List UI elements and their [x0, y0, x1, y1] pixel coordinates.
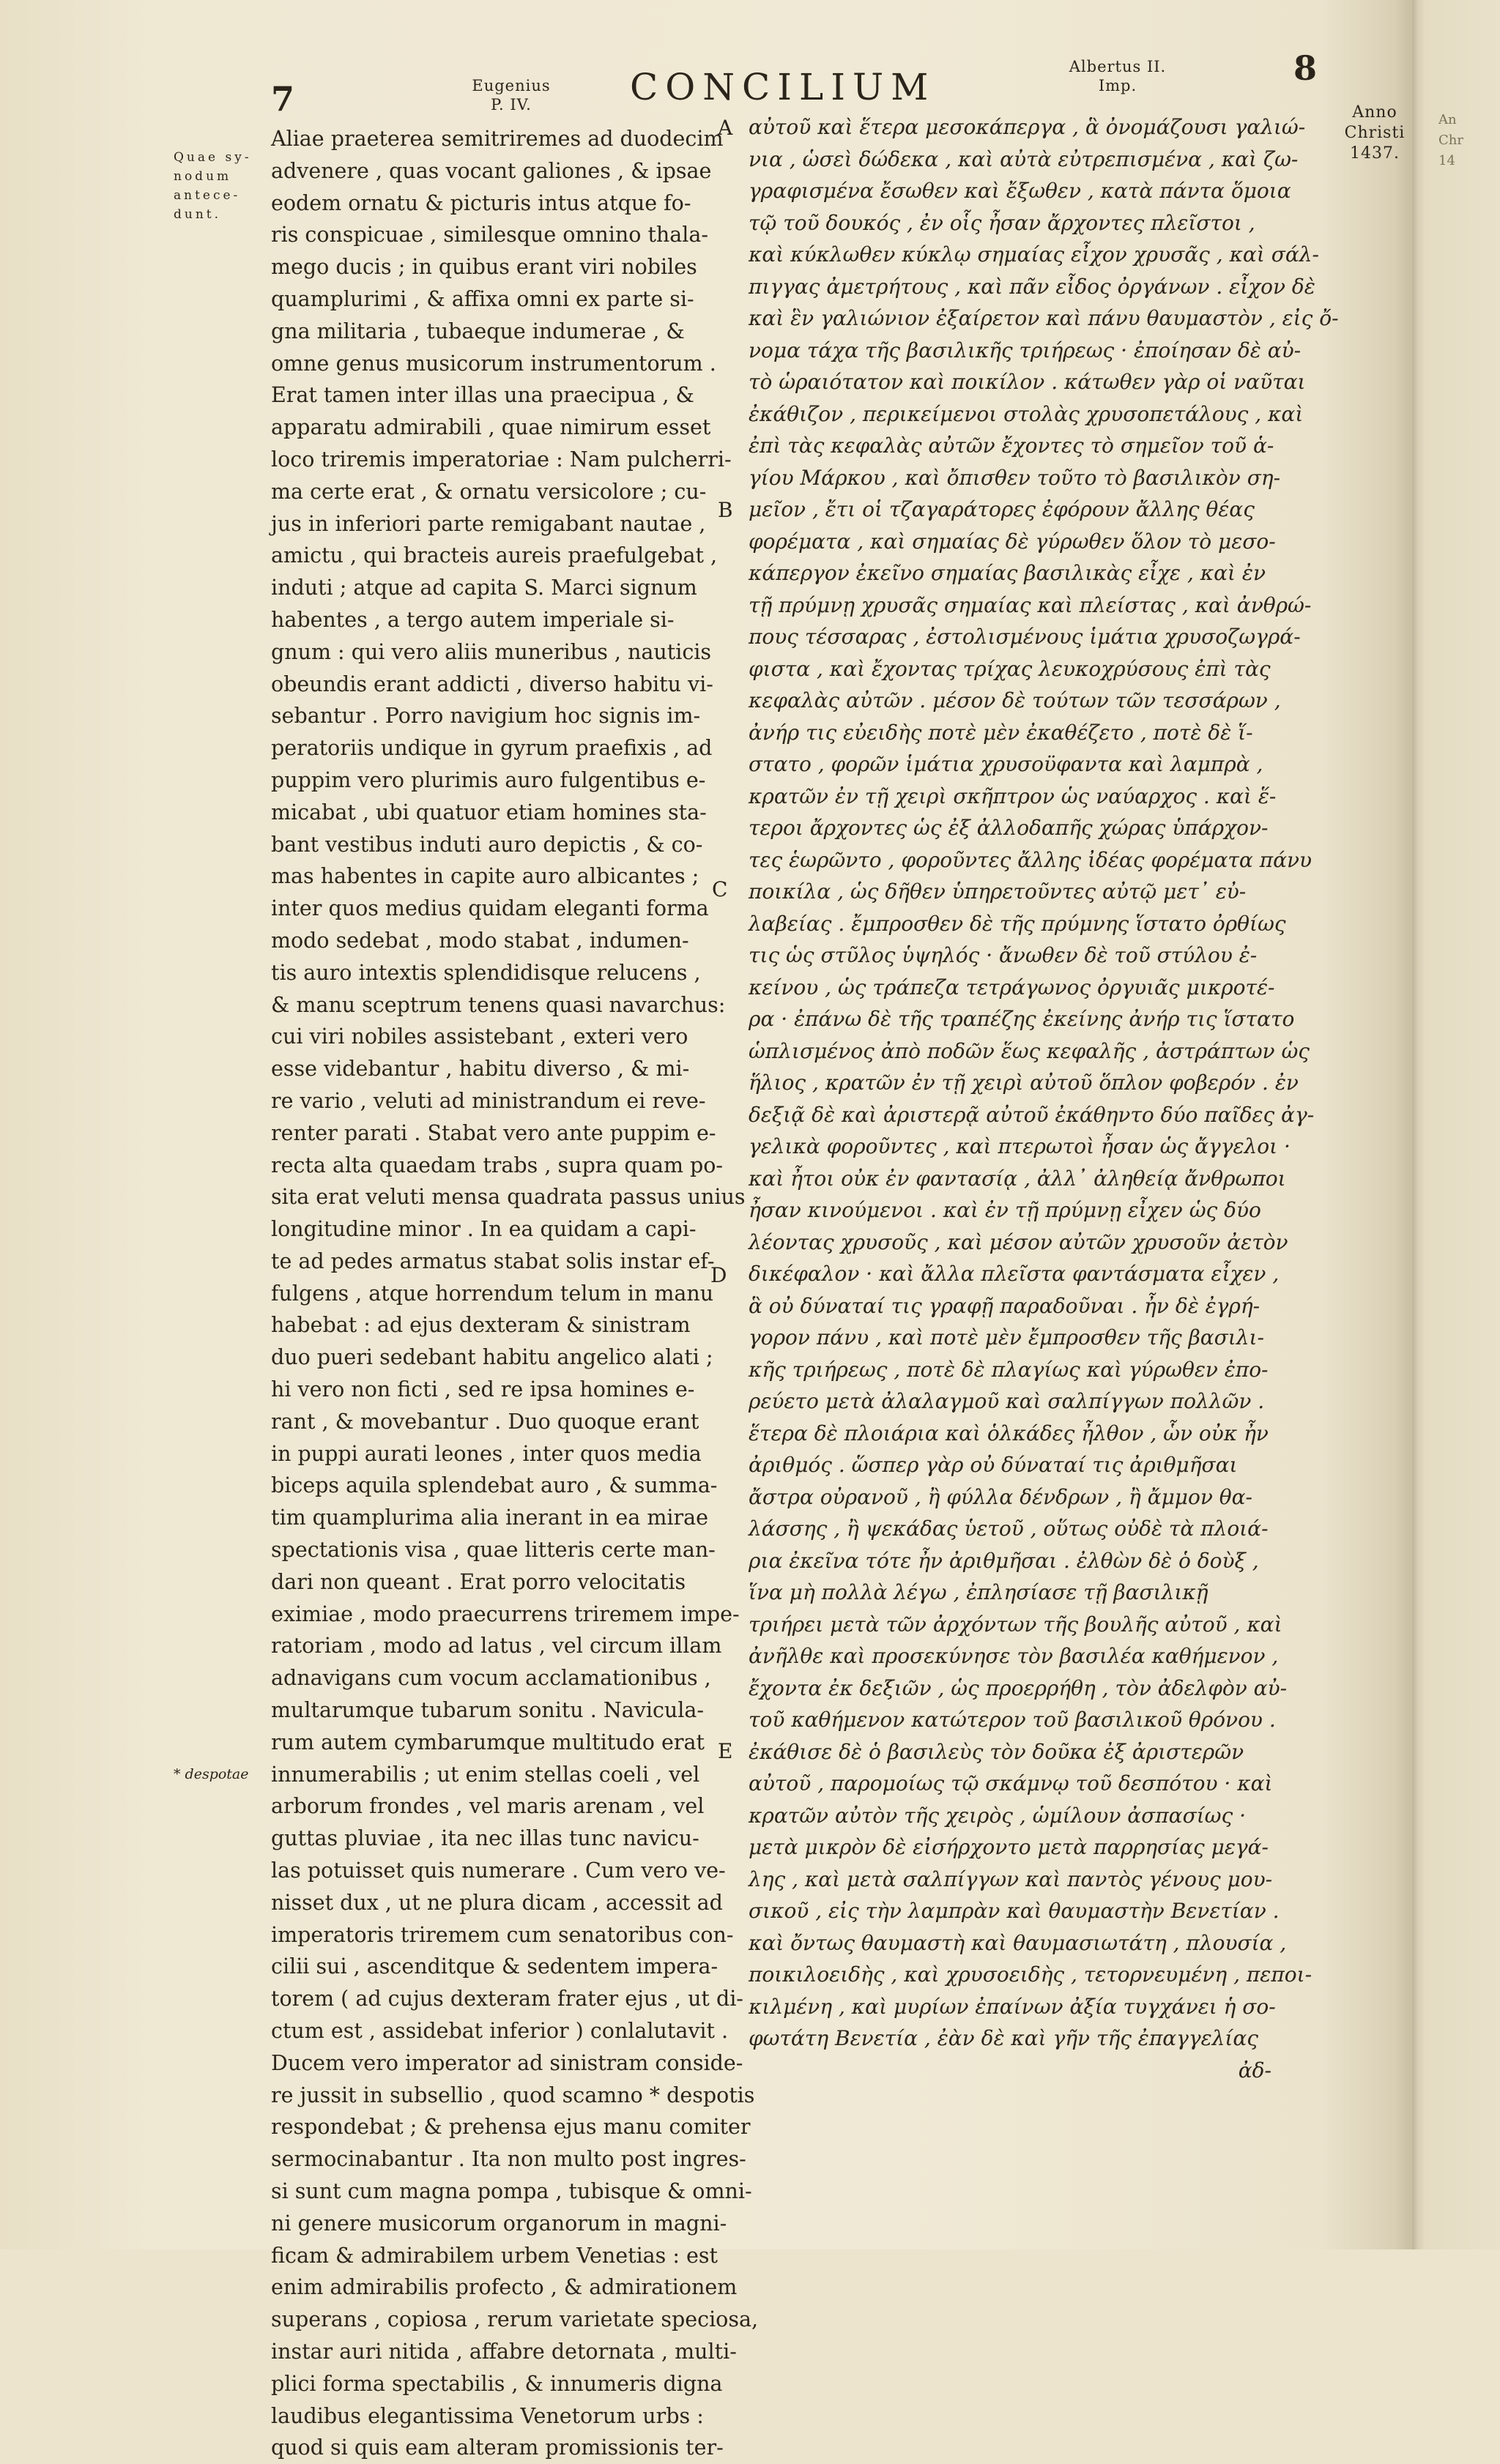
- latin-text-line: rum autem cymbarumque multitudo erat: [271, 1730, 705, 1754]
- greek-text-line: φορέματα , καὶ σημαίας δὲ γύρωθεν ὅλον τὸ μεσο-: [749, 529, 1276, 554]
- latin-text-line: te ad pedes armatus stabat solis instar ef-: [271, 1248, 715, 1273]
- latin-text-line: multarumque tubarum sonitu . Navicula-: [271, 1698, 705, 1723]
- side-note-line: dunt.: [174, 207, 222, 222]
- latin-text-line: adnavigans cum vocum acclamationibus ,: [271, 1666, 711, 1691]
- year-line: Christi: [1344, 124, 1406, 142]
- latin-text-line: arborum frondes , vel maris arenam , vel: [271, 1794, 705, 1819]
- greek-text-line: νια , ὡσεὶ δώδεκα , καὶ αὐτὰ εὐτρεπισμένα , καὶ ζω-: [749, 146, 1299, 171]
- latin-text-line: micabat , ubi quatuor etiam homines sta-: [271, 800, 707, 825]
- section-letter-c: C: [712, 877, 728, 901]
- latin-text-line: ficam & admirabilem urbem Venetias : est: [271, 2243, 718, 2268]
- greek-text-line: σικοῦ , εἰς τὴν λαμπρὰν καὶ θαυμαστὴν Βενετίαν .: [749, 1899, 1280, 1923]
- latin-text-line: loco triremis imperatoriae : Nam pulcherri-: [271, 447, 732, 472]
- greek-text-line: κρατῶν ἐν τῇ χειρὶ σκῆπτρον ὡς ναύαρχος . καὶ ἕ-: [749, 784, 1277, 808]
- latin-text-line: duo pueri sedebant habitu angelico alati ;: [271, 1345, 713, 1370]
- left-page-number: 7: [271, 79, 295, 119]
- year-note: [1332, 103, 1418, 164]
- latin-text-line: superans , copiosa , rerum varietate speciosa,: [271, 2307, 759, 2332]
- page-title: CONCILIUM: [630, 66, 936, 108]
- greek-text-line: αὐτοῦ καὶ ἕτερα μεσοκάπεργα , ἃ ὀνομάζουσι γαλιώ-: [749, 115, 1306, 139]
- greek-text-line: λης , καὶ μετὰ σαλπίγγων καὶ παντὸς γένους μου-: [749, 1866, 1273, 1891]
- greek-text-line: ἄστρα οὐρανοῦ , ἢ φύλλα δένδρων , ἢ ἄμμον θα-: [749, 1484, 1252, 1509]
- latin-text-line: modo sedebat , modo stabat , indumen-: [271, 928, 689, 953]
- latin-text-line: mas habentes in capite auro albicantes ;: [271, 864, 699, 889]
- greek-text-line: δικέφαλον · καὶ ἄλλα πλεῖστα φαντάσματα εἶχεν ,: [749, 1262, 1280, 1286]
- latin-text-line: sita erat veluti mensa quadrata passus unius: [271, 1185, 746, 1210]
- latin-text-line: plici forma spectabilis , & innumeris digna: [271, 2371, 723, 2396]
- greek-text-line: τεροι ἄρχοντες ὡς ἐξ ἀλλοδαπῆς χώρας ὑπάρχον-: [749, 816, 1269, 840]
- greek-text-line: τὸ ὡραιότατον καὶ ποικίλον . κάτωθεν γὰρ οἱ ναῦται: [749, 370, 1306, 394]
- latin-text-line: bant vestibus induti auro depictis , & co-: [271, 832, 703, 857]
- greek-text-line: ρεύετο μετὰ ἀλαλαγμοῦ καὶ σαλπίγγων πολλῶν .: [749, 1389, 1265, 1413]
- latin-text-line: sermocinabantur . Ita non multo post ingres-: [271, 2147, 746, 2172]
- greek-text-line: τοῦ καθήμενον κατώτερον τοῦ βασιλικοῦ θρόνου .: [749, 1708, 1276, 1732]
- latin-text-line: sebantur . Porro navigium hoc signis im-: [271, 704, 701, 729]
- latin-text-line: Ducem vero imperator ad sinistram conside-: [271, 2050, 743, 2075]
- greek-text-line: μετὰ μικρὸν δὲ εἰσήρχοντο μετὰ παρρησίας μεγά-: [749, 1835, 1269, 1859]
- latin-text-line: spectationis visa , quae litteris certe man-: [271, 1538, 716, 1563]
- greek-text-line: τες ἑωρῶντο , φοροῦντες ἄλλης ἰδέας φορέματα πάνυ: [749, 847, 1312, 872]
- latin-text-line: Aliae praeterea semitriremes ad duodecim: [271, 127, 724, 151]
- greek-text-line: ἀνῆλθε καὶ προσεκύνησε τὸν βασιλέα καθήμενον ,: [749, 1644, 1279, 1668]
- greek-text-line: κιλμένη , καὶ μυρίων ἐπαίνων ἀξία τυγχάνει ἡ σο-: [749, 1994, 1276, 2019]
- latin-text-line: hi vero non ficti , sed re ipsa homines e-: [271, 1377, 695, 1402]
- greek-text-line: ποικίλα , ὡς δῆθεν ὑπηρετοῦντες αὐτῷ μετ᾽ εὐ-: [749, 879, 1247, 904]
- latin-text-line: ctum est , assidebat inferior ) conlalutavit .: [271, 2019, 729, 2044]
- greek-text-line: αὐτοῦ , παρομοίως τῷ σκάμνῳ τοῦ δεσπότου · καὶ: [749, 1771, 1273, 1795]
- latin-text-line: imperatoris triremem cum senatoribus con-: [271, 1922, 734, 1947]
- greek-text-line: ἵνα μὴ πολλὰ λέγω , ἐπλησίασε τῇ βασιλικῇ: [749, 1580, 1208, 1604]
- latin-text-line: advenere , quas vocant galiones , & ipsae: [271, 158, 712, 183]
- greek-text-line: ἀδ-: [1238, 2058, 1271, 2083]
- latin-text-line: longitudine minor . In ea quidam a capi-: [271, 1217, 697, 1242]
- greek-text-line: γορον πάνυ , καὶ ποτὲ μὲν ἔμπροσθεν τῆς βασιλι-: [749, 1325, 1264, 1350]
- latin-text-line: innumerabilis ; ut enim stellas coeli , vel: [271, 1762, 700, 1787]
- greek-text-line: ἐκάθισε δὲ ὁ βασιλεὺς τὸν δοῦκα ἐξ ἀριστερῶν: [749, 1739, 1244, 1764]
- latin-text-line: fulgens , atque horrendum telum in manu: [271, 1281, 714, 1306]
- page-fold: [1412, 0, 1418, 2249]
- greek-text-line: ἐπὶ τὰς κεφαλὰς αὐτῶν ἔχοντες τὸ σημεῖον τοῦ ἁ-: [749, 433, 1274, 458]
- greek-text-line: ἀριθμός . ὥσπερ γὰρ οὐ δύναταί τις ἀριθμῆσαι: [749, 1453, 1238, 1477]
- greek-text-line: ἀνήρ τις εὐειδὴς ποτὲ μὲν ἐκαθέζετο , ποτὲ δὲ ἵ-: [749, 720, 1253, 745]
- latin-text-line: apparatu admirabili , quae nimirum esset: [271, 415, 711, 440]
- greek-text-line: κάπεργον ἐκεῖνο σημαίας βασιλικὰς εἶχε , καὶ ἐν: [749, 561, 1266, 585]
- latin-text-line: torem ( ad cujus dexteram frater ejus , ut di-: [271, 1987, 743, 2011]
- greek-text-line: πους τέσσαρας , ἐστολισμένους ἱμάτια χρυσοζωγρά-: [749, 625, 1301, 649]
- latin-text-line: instar auri nitida , affabre detornata , multi-: [271, 2339, 737, 2364]
- section-letter-b: B: [718, 498, 733, 522]
- latin-text-line: re jussit in subsellio , quod scamno * despotis: [271, 2083, 755, 2107]
- greek-text-line: τῷ τοῦ δουκός , ἐν οἷς ἦσαν ἄρχοντες πλεῖστοι ,: [749, 210, 1255, 235]
- running-head-pope: [438, 76, 584, 114]
- pope-name: Eugenius: [472, 77, 551, 94]
- pope-numeral: P. IV.: [491, 96, 532, 113]
- latin-text-line: in puppi aurati leones , inter quos media: [271, 1441, 702, 1466]
- side-note: [174, 148, 265, 224]
- ghost-line: Chr: [1438, 133, 1463, 148]
- greek-text-line: λαβείας . ἔμπροσθεν δὲ τῆς πρύμνης ἵστατο ὀρθίως: [749, 911, 1286, 936]
- latin-text-line: las potuisset quis numerare . Cum vero ve-: [271, 1858, 726, 1883]
- latin-text-line: quamplurimi , & affixa omni ex parte si-: [271, 286, 694, 311]
- greek-text-line: ὡπλισμένος ἀπὸ ποδῶν ἕως κεφαλῆς , ἀστράπτων ὡς: [749, 1038, 1310, 1063]
- greek-text-line: στατο , φορῶν ἱμάτια χρυσοϋφαντα καὶ λαμπρὰ ,: [749, 752, 1263, 776]
- latin-text-line: ris conspicuae , similesque omnino thala-: [271, 223, 709, 247]
- latin-text-line: enim admirabilis profecto , & admirationem: [271, 2275, 738, 2300]
- greek-text-line: γίου Μάρκου , καὶ ὄπισθεν τοῦτο τὸ βασιλικὸν ση-: [749, 465, 1281, 490]
- greek-text-line: καὶ ὄντως θαυμαστὴ καὶ θαυμασιωτάτη , πλουσία ,: [749, 1930, 1287, 1955]
- ghost-line: An: [1438, 112, 1457, 127]
- latin-text-column: [271, 123, 759, 2464]
- greek-text-line: γελικὰ φοροῦντες , καὶ πτερωτοὶ ἦσαν ὡς ἄγγελοι ·: [749, 1134, 1291, 1158]
- latin-text-line: recta alta quaedam trabs , supra quam po-: [271, 1153, 724, 1177]
- year-line: 1437.: [1350, 144, 1400, 163]
- latin-text-line: peratoriis undique in gyrum praefixis , ad: [271, 736, 713, 761]
- greek-text-line: ρα · ἐπάνω δὲ τῆς τραπέζης ἐκείνης ἀνήρ τις ἵστατο: [749, 1007, 1295, 1031]
- greek-text-line: ἕτερα δὲ πλοιάρια καὶ ὁλκάδες ἦλθον , ὧν οὐκ ἦν: [749, 1421, 1269, 1445]
- latin-text-line: induti ; atque ad capita S. Marci signum: [271, 576, 697, 600]
- latin-text-line: ratoriam , modo ad latus , vel circum illam: [271, 1634, 722, 1659]
- latin-text-line: eodem ornatu & picturis intus atque fo-: [271, 190, 691, 215]
- greek-text-line: ἦσαν κινούμενοι . καὶ ἐν τῇ πρύμνῃ εἶχεν ὡς δύο: [749, 1198, 1261, 1222]
- section-letter-a: A: [718, 116, 733, 140]
- latin-text-line: esse videbantur , habitu diverso , & mi-: [271, 1057, 690, 1082]
- greek-text-line: ἃ οὐ δύναταί τις γραφῇ παραδοῦναι . ἦν δὲ ἐγρή-: [749, 1293, 1260, 1318]
- greek-text-line: τριήρει μετὰ τῶν ἀρχόντων τῆς βουλῆς αὐτοῦ , καὶ: [749, 1612, 1282, 1637]
- greek-text-line: κρατῶν αὐτὸν τῆς χειρὸς , ὡμίλουν ἀσπασίως ·: [749, 1803, 1246, 1828]
- running-head-emperor: [1022, 57, 1213, 95]
- latin-text-line: ni genere musicorum organorum in magni-: [271, 2211, 727, 2236]
- section-letter-e: E: [718, 1739, 733, 1763]
- greek-text-line: λέοντας χρυσοῦς , καὶ μέσον αὐτῶν χρυσοῦν ἀετὸν: [749, 1229, 1288, 1254]
- latin-text-line: inter quos medius quidam eleganti forma: [271, 896, 709, 921]
- latin-text-line: omne genus musicorum instrumentorum .: [271, 351, 716, 376]
- greek-text-line: ἥλιος , κρατῶν ἐν τῇ χειρὶ αὐτοῦ ὅπλον φοβερόν . ἐν: [749, 1071, 1299, 1095]
- latin-text-line: tim quamplurima alia inerant in ea mirae: [271, 1505, 708, 1530]
- greek-text-line: ρια ἐκεῖνα τότε ἦν ἀριθμῆσαι . ἐλθὼν δὲ ὁ δοὺξ ,: [749, 1548, 1259, 1573]
- section-letter-d: D: [710, 1263, 727, 1287]
- year-line: Anno: [1352, 103, 1397, 122]
- greek-text-line: κῆς τριήρεως , ποτὲ δὲ πλαγίως καὶ γύρωθεν ἐπο-: [749, 1357, 1269, 1382]
- latin-text-line: biceps aquila splendebat auro , & summa-: [271, 1473, 718, 1498]
- latin-text-line: tis auro intextis splendidisque relucens ,: [271, 960, 701, 985]
- latin-text-line: laudibus elegantissima Venetorum urbs :: [271, 2403, 704, 2428]
- latin-text-line: cilii sui , ascenditque & sedentem impera-: [271, 1954, 719, 1979]
- latin-text-line: quod si quis eam alteram promissionis ter-: [271, 2435, 724, 2460]
- greek-text-line: γραφισμένα ἔσωθεν καὶ ἔξωθεν , κατὰ πάντα ὅμοια: [749, 179, 1291, 203]
- right-page-number: 8: [1293, 48, 1318, 88]
- ghost-line: 14: [1438, 153, 1455, 168]
- greek-text-line: ποικιλοειδὴς , καὶ χρυσοειδὴς , τετορνευμένη , πεποι-: [749, 1962, 1312, 1987]
- latin-text-line: & manu sceptrum tenens quasi navarchus:: [271, 992, 726, 1017]
- greek-text-line: τις ὡς στῦλος ὑψηλός · ἄνωθεν δὲ τοῦ στύλου ἐ-: [749, 943, 1258, 967]
- next-page-year-note: [1438, 110, 1463, 171]
- greek-text-line: καὶ κύκλωθεν κύκλῳ σημαίας εἶχον χρυσᾶς , καὶ σάλ-: [749, 242, 1319, 267]
- greek-text-line: φιστα , καὶ ἔχοντας τρίχας λευκοχρύσους ἐπὶ τὰς: [749, 656, 1271, 681]
- latin-text-line: obeundis erant addicti , diverso habitu vi-: [271, 671, 713, 696]
- latin-text-line: habentes , a tergo autem imperiale si-: [271, 607, 675, 632]
- latin-text-line: habebat : ad ejus dexteram & sinistram: [271, 1313, 691, 1338]
- latin-text-line: gna militaria , tubaeque indumerae , &: [271, 319, 685, 343]
- greek-text-line: λάσσης , ἢ ψεκάδας ὑετοῦ , οὕτως οὐδὲ τὰ πλοιά-: [749, 1516, 1269, 1541]
- latin-text-line: mego ducis ; in quibus erant viri nobiles: [271, 255, 697, 280]
- side-note-line: Quae sy-: [174, 150, 252, 165]
- latin-text-line: dari non queant . Erat porro velocitatis: [271, 1569, 686, 1594]
- greek-text-line: ἐκάθιζον , περικείμενοι στολὰς χρυσοπετάλους , καὶ: [749, 401, 1304, 426]
- emperor-title: Imp.: [1098, 77, 1137, 94]
- emperor-name: Albertus II.: [1069, 58, 1167, 75]
- greek-text-line: κείνου , ὡς τράπεζα τετράγωνος ὀργυιᾶς μικροτέ-: [749, 975, 1275, 1000]
- greek-text-line: καὶ ἓν γαλιώνιον ἐξαίρετον καὶ πάνυ θαυμαστὸν , εἰς ὄ-: [749, 306, 1339, 330]
- latin-text-line: Erat tamen inter illas una praecipua , &: [271, 383, 694, 408]
- greek-text-line: κεφαλὰς αὐτῶν . μέσον δὲ τούτων τῶν τεσσάρων ,: [749, 688, 1281, 712]
- greek-text-line: μεῖον , ἔτι οἱ τζαγαράτορες ἐφόρουν ἄλλης θέας: [749, 497, 1255, 521]
- side-note-line: antece-: [174, 188, 241, 203]
- latin-text-line: re vario , veluti ad ministrandum ei reve-: [271, 1088, 706, 1113]
- latin-text-line: guttas pluviae , ita nec illas tunc navicu-: [271, 1826, 699, 1851]
- latin-text-line: respondebat ; & prehensa ejus manu comiter: [271, 2115, 751, 2140]
- greek-text-line: φωτάτη Βενετία , ἐὰν δὲ καὶ γῆν τῆς ἐπαγγελίας: [749, 2026, 1258, 2050]
- greek-text-line: ἔχοντα ἐκ δεξιῶν , ὡς προερρήθη , τὸν ἀδελφὸν αὐ-: [749, 1675, 1288, 1700]
- latin-text-line: nisset dux , ut ne plura dicam , accessit ad: [271, 1890, 723, 1915]
- greek-text-line: δεξιᾷ δὲ καὶ ἀριστερᾷ αὐτοῦ ἐκάθηντο δύο παῖδες ἀγ-: [749, 1102, 1315, 1127]
- latin-text-line: cui viri nobiles assistebant , exteri vero: [271, 1024, 688, 1049]
- latin-text-line: renter parati . Stabat vero ante puppim e-: [271, 1120, 716, 1145]
- greek-text-line: νομα τάχα τῆς βασιλικῆς τριήρεως · ἐποίησαν δὲ αὐ-: [749, 338, 1302, 362]
- latin-text-line: si sunt cum magna pompa , tubisque & omni-: [271, 2179, 752, 2203]
- greek-text-column: [749, 111, 1339, 2086]
- latin-text-line: amictu , qui bracteis aureis praefulgebat ,: [271, 543, 718, 568]
- latin-text-line: jus in inferiori parte remigabant nautae ,: [271, 511, 706, 536]
- latin-text-line: puppim vero plurimis auro fulgentibus e-: [271, 767, 706, 792]
- greek-text-line: τῇ πρύμνῃ χρυσᾶς σημαίας καὶ πλείστας , καὶ ἀνθρώ-: [749, 592, 1312, 617]
- latin-text-line: ma certe erat , & ornatu versicolore ; cu-: [271, 479, 707, 504]
- greek-text-line: πιγγας ἀμετρήτους , καὶ πᾶν εἶδος ὀργάνων . εἶχον δὲ: [749, 274, 1315, 299]
- latin-text-line: rant , & movebantur . Duo quoque erant: [271, 1409, 699, 1434]
- greek-text-line: καὶ ἦτοι οὐκ ἐν φαντασίᾳ , ἀλλ᾽ ἀληθείᾳ ἄνθρωποι: [749, 1166, 1286, 1191]
- latin-text-line: eximiae , modo praecurrens triremem impe-: [271, 1601, 740, 1626]
- side-note-line: nodum: [174, 169, 232, 184]
- latin-text-line: gnum : qui vero aliis muneribus , nauticis: [271, 639, 712, 664]
- margin-note-despotae: * despotae: [174, 1766, 249, 1782]
